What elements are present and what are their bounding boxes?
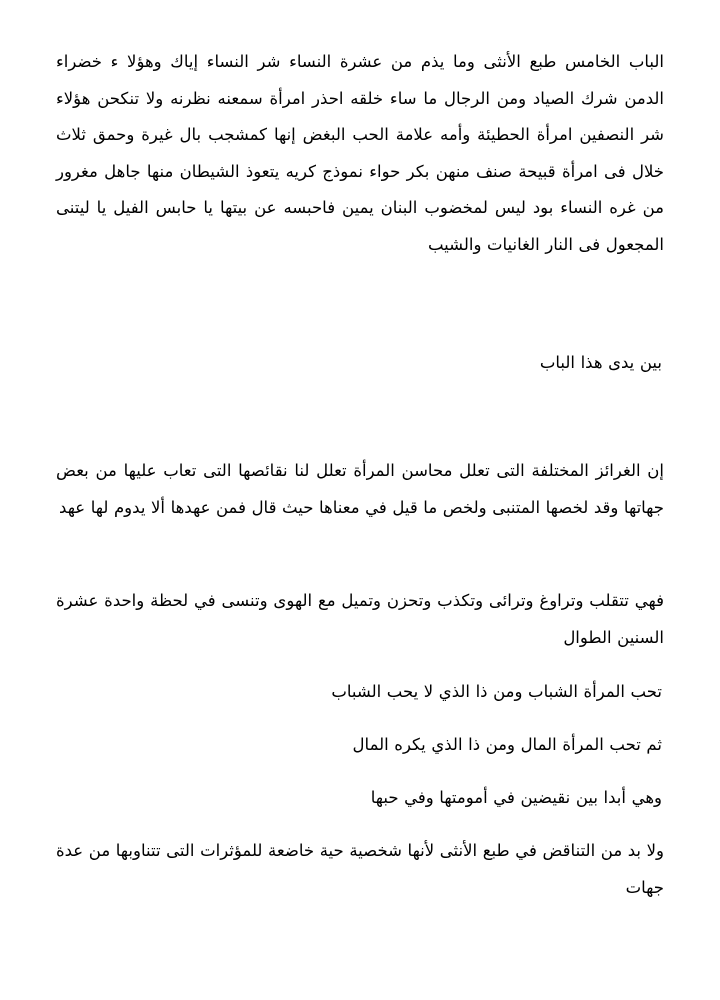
line-youth: تحب المرأة الشباب ومن ذا الذي لا يحب الشباب: [331, 683, 662, 701]
chapter-intro-paragraph: الباب الخامس طبع الأنثى وما يذم من عشرة النساء شر النساء إياك وهؤلا ء خضراء الدمن شرك الصياد ومن الرجال ما ساء خلقه احذر امرأة سمعنه نظرنه ولا تنكحن هؤلاء شر النصفين امرأة الحطيئة وأمه علامة الحب البغض إنها كمشجب بال غيرة وحمق ثلاث خلال فى امرأة قبيحة صنف منهن بكر حواء نموذج كريه يتعوذ الشيطان منها جاهل مغرور من غره النساء بود ليس لمخضوب البنان يمين فاحبسه عن بيتها يا حابس الفيل يا ليتنى المجعول فى النار الغانيات والشيب: [56, 53, 664, 254]
body-paragraph-changes: فهي تتقلب وتراوغ وترائى وتكذب وتحزن وتميل مع الهوى وتنسى في لحظة واحدة عشرة السنين الطوال: [56, 592, 664, 647]
line-contradiction: وهي أبدا بين نقيضين في أمومتها وفي حبها: [370, 789, 662, 807]
line-money: ثم تحب المرأة المال ومن ذا الذي يكره المال: [352, 736, 662, 754]
section-heading: بين يدى هذا الباب: [539, 354, 662, 372]
body-paragraph-instincts: إن الغرائز المختلفة التى تعلل محاسن المرأة تعلل لنا نقائصها التى تعاب عليها من بعض جهاتها وقد لخصها المتنبى ولخص ما قيل في معناها حيث قال فمن عهدها ألا يدوم لها عهد: [56, 462, 664, 517]
body-paragraph-conclusion: ولا بد من التناقض في طبع الأنثى لأنها شخصية حية خاضعة للمؤثرات التى تتناوبها من عدة جهات: [56, 842, 664, 897]
